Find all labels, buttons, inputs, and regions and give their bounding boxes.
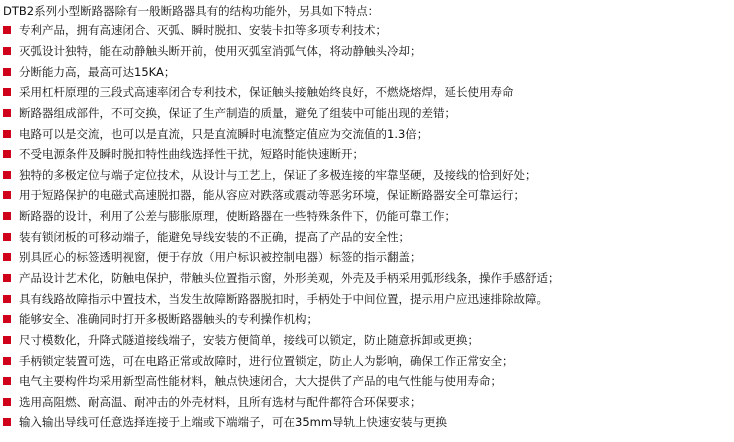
list-item — [3, 350, 731, 371]
list-item — [3, 371, 731, 392]
list-item — [3, 20, 731, 41]
feature-text: 独特的多极定位与端子定位技术，从设计与工艺上，保证了多极连接的牢靠坚硬，及接线的恰到好处； — [19, 167, 537, 182]
list-item — [3, 288, 731, 309]
feature-text: 尺寸模数化，升降式隧道接线端子，安装方便简单，接线可以锁定，防止随意拆卸或更换； — [19, 332, 479, 347]
list-item — [3, 103, 731, 124]
bullet-square-icon — [3, 88, 11, 96]
bullet-square-icon — [3, 315, 11, 323]
bullet-square-icon — [3, 191, 11, 199]
list-item — [3, 41, 731, 62]
feature-text: 选用高阻燃、耐高温、耐冲击的外壳材料，且所有选材与配件都符合环保要求； — [19, 394, 422, 409]
intro-text: DTB2系列小型断路器除有一般断路器具有的结构功能外，另具如下特点： — [3, 4, 380, 18]
feature-text: 断路器的设计，利用了公差与膨胀原理，使断路器在一些特殊条件下，仍能可靠工作； — [19, 209, 456, 224]
feature-text: 手柄锁定装置可选，可在电路正常或故障时，进行位置锁定，防止人为影响，确保工作正常安全； — [19, 353, 514, 368]
bullet-square-icon — [3, 212, 11, 220]
bullet-square-icon — [3, 398, 11, 406]
bullet-square-icon — [3, 253, 11, 261]
bullet-square-icon — [3, 130, 11, 138]
feature-text: 灭弧设计独特，能在动静触头断开前，使用灭弧室消弧气体，将动静触头冷却； — [19, 43, 422, 58]
feature-text: 电气主要构件均采用新型高性能材料，触点快速闭合，大大提供了产品的电气性能与使用寿命； — [19, 374, 502, 389]
feature-text: 装有锁闭板的可移动端子，能避免导线安装的不正确，提高了产品的安全性； — [19, 229, 410, 244]
list-item — [3, 185, 731, 206]
list-item — [3, 309, 731, 330]
bullet-square-icon — [3, 336, 11, 344]
bullet-square-icon — [3, 47, 11, 55]
list-item — [3, 164, 731, 185]
list-item — [3, 412, 731, 433]
list-item — [3, 392, 731, 413]
bullet-square-icon — [3, 274, 11, 282]
feature-text: 具有线路故障指示中置技术，当发生故障断路器脱扣时，手柄处于中间位置，提示用户应迅速排除故障。 — [19, 291, 548, 306]
feature-text: 不受电源条件及瞬时脱扣特性曲线选择性干扰，短路时能快速断开； — [19, 147, 364, 162]
bullet-square-icon — [3, 150, 11, 158]
bullet-square-icon — [3, 357, 11, 365]
feature-text: 专利产品，拥有高速闭合、灭弧、瞬时脱扣、安装卡扣等多项专利技术； — [19, 23, 387, 38]
list-item — [3, 268, 731, 289]
bullet-square-icon — [3, 377, 11, 385]
list-item — [3, 206, 731, 227]
bullet-square-icon — [3, 171, 11, 179]
list-item — [3, 61, 731, 82]
list-item — [3, 247, 731, 268]
bullet-square-icon — [3, 233, 11, 241]
feature-text: 采用杠杆原理的三段式高速率闭合专利技术，保证触头接触始终良好，不燃烧熔焊，延长使用寿命 — [19, 85, 514, 100]
list-item — [3, 123, 731, 144]
feature-text: 能够安全、准确同时打开多极断路器触头的专利操作机构； — [19, 312, 318, 327]
bullet-square-icon — [3, 68, 11, 76]
feature-text: 用于短路保护的电磁式高速脱扣器，能从容应对跌落或震动等恶劣环境，保证断路器安全可靠运行； — [19, 188, 525, 203]
list-item — [3, 226, 731, 247]
bullet-square-icon — [3, 109, 11, 117]
feature-text: 别具匠心的标签透明视窗，便于存放（用户标识被控制电器）标签的指示翻盖； — [19, 250, 422, 265]
bullet-square-icon — [3, 26, 11, 34]
feature-text: 输入输出导线可任意选择连接于上端或下端端子，可在35mm导轨上快速安装与更换 — [19, 415, 448, 430]
feature-text: 分断能力高，最高可达15KA； — [19, 64, 176, 79]
list-item — [3, 330, 731, 351]
feature-text: 电路可以是交流，也可以是直流，只是直流瞬时电流整定值应为交流值的1.3倍； — [19, 126, 429, 141]
list-item — [3, 144, 731, 165]
list-item — [3, 82, 731, 103]
bullet-square-icon — [3, 295, 11, 303]
feature-text: 产品设计艺术化，防触电保护，带触头位置指示窗，外形美观，外壳及手柄采用弧形线条，操作手感舒适； — [19, 271, 560, 285]
feature-list — [3, 20, 731, 433]
bullet-square-icon — [3, 418, 11, 426]
feature-text: 断路器组成部件，不可交换，保证了生产制造的质量，避免了组装中可能出现的差错； — [19, 105, 456, 120]
